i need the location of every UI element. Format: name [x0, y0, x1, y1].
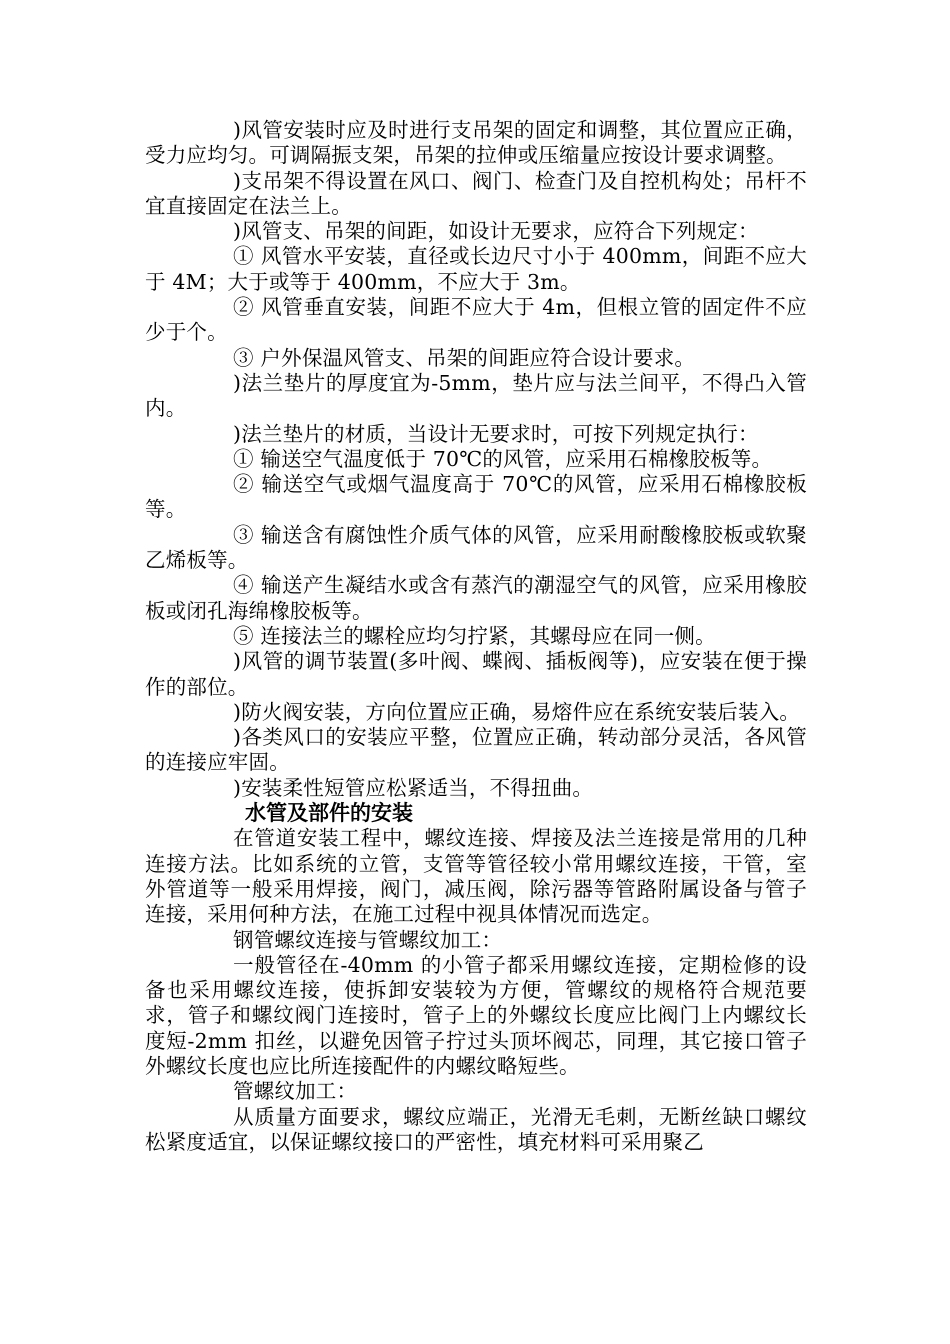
paragraph: )风管的调节装置(多叶阀、蝶阀、插板阀等)，应安装在便于操作的部位。	[145, 649, 807, 699]
paragraph: )风管支、吊架的间距，如设计无要求，应符合下列规定：	[233, 219, 759, 244]
section-heading: 水管及部件的安装	[245, 801, 413, 826]
paragraph: 从质量方面要求，螺纹应端正，光滑无毛刺，无断丝缺口螺纹松紧度适宜，以保证螺纹接口的严密性，填充材料可采用聚乙	[145, 1104, 807, 1154]
paragraph: ④ 输送产生凝结水或含有蒸汽的潮湿空气的风管，应采用橡胶板或闭孔海绵橡胶板等。	[145, 573, 807, 623]
paragraph: ① 风管水平安装，直径或长边尺寸小于 400mm，间距不应大于 4M；大于或等于 400mm，不应大于 3m。	[145, 244, 807, 294]
paragraph: ① 输送空气温度低于 70℃的风管，应采用石棉橡胶板等。	[233, 446, 773, 471]
paragraph: )法兰垫片的厚度宜为-5mm，垫片应与法兰间平，不得凸入管内。	[145, 370, 807, 421]
paragraph: ⑤ 连接法兰的螺栓应均匀拧紧，其螺母应在同一侧。	[233, 623, 716, 648]
paragraph: )风管安装时应及时进行支吊架的固定和调整，其位置应正确，受力应均匀。可调隔振支架，吊架的拉伸或压缩量应按设计要求调整。	[145, 118, 807, 168]
paragraph: )安装柔性短管应松紧适当，不得扭曲。	[233, 775, 594, 800]
paragraph: )支吊架不得设置在风口、阀门、检查门及自控机构处；吊杆不宜直接固定在法兰上。	[145, 168, 807, 218]
paragraph: ③ 户外保温风管支、吊架的间距应符合设计要求。	[233, 345, 696, 370]
paragraph: ② 风管垂直安装，间距不应大于 4m，但根立管的固定件不应少于个。	[145, 295, 807, 345]
paragraph: 在管道安装工程中，螺纹连接、焊接及法兰连接是常用的几种连接方法。比如系统的立管，支管等管径较小常用螺纹连接，干管，室外管道等一般采用焊接，阀门，减压阀，除污器等管路附属设备与管子连接，采用何种方法，在施工过程中视具体情况而选定。	[145, 826, 807, 927]
paragraph: ③ 输送含有腐蚀性介质气体的风管，应采用耐酸橡胶板或软聚乙烯板等。	[145, 522, 807, 573]
paragraph: 管螺纹加工：	[233, 1079, 358, 1104]
paragraph: )各类风口的安装应平整，位置应正确，转动部分灵活，各风管的连接应牢固。	[145, 725, 807, 775]
paragraph: ② 输送空气或烟气温度高于 70℃的风管，应采用石棉橡胶板等。	[145, 472, 807, 522]
paragraph: )防火阀安装，方向位置应正确，易熔件应在系统安装后装入。	[233, 699, 801, 724]
paragraph: 钢管螺纹连接与管螺纹加工：	[233, 927, 503, 952]
paragraph: 一般管径在-40mm 的小管子都采用螺纹连接，定期检修的设备也采用螺纹连接，使拆卸安装较为方便，管螺纹的规格符合规范要求，管子和螺纹阀门连接时，管子上的外螺纹长度应比阀门上内螺纹长度短-2mm 扣丝，以避免因管子拧过头顶坏阀芯，同理，其它接口管子外螺纹长度也应比所连接配件的内螺纹略短些。	[145, 952, 807, 1078]
paragraph: )法兰垫片的材质，当设计无要求时，可按下列规定执行：	[233, 421, 759, 446]
